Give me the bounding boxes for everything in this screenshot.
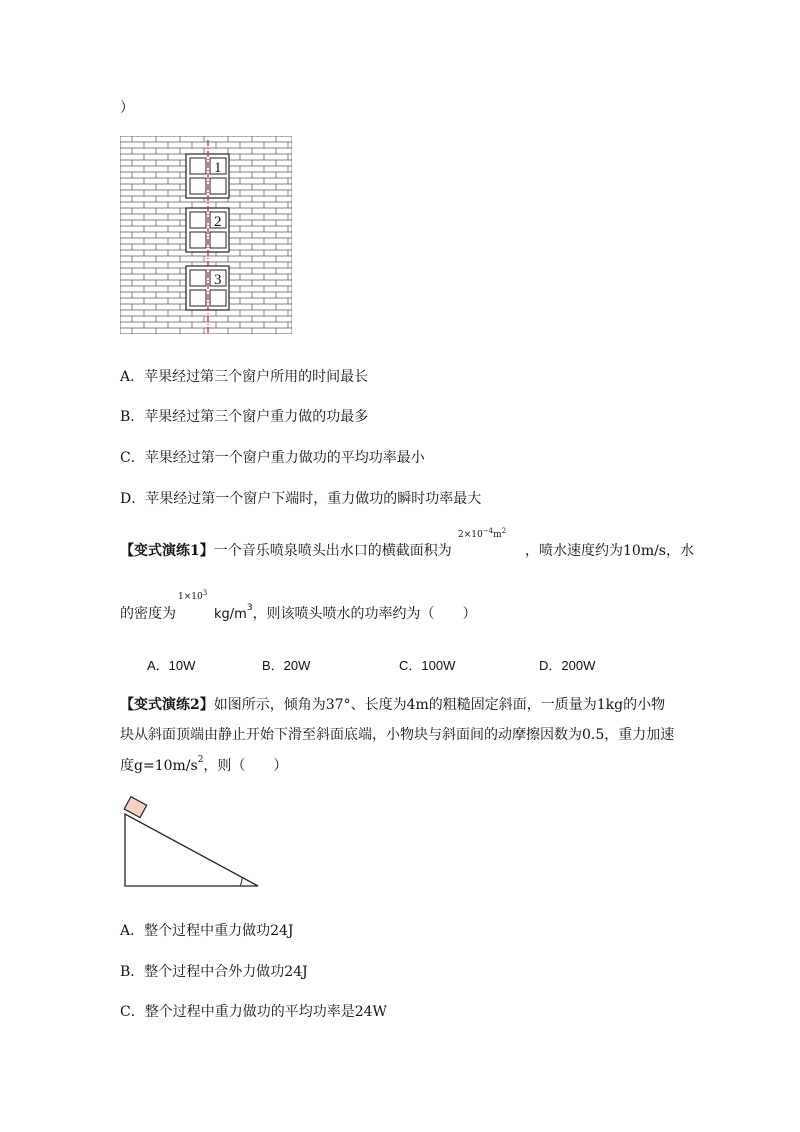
density-formula-exp: 3 [202, 589, 208, 597]
variant2-exp: 2 [197, 755, 204, 765]
incline-triangle [125, 814, 258, 886]
window-label-2: 2 [214, 214, 222, 230]
q1-option-a: A．苹果经过第三个窗户所用的时间最长 [120, 369, 369, 385]
brick-wall-figure [120, 136, 292, 334]
variant2-line2: 块从斜面顶端由静止开始下滑至斜面底端，小物块与斜面间的动摩擦因数为0.5，重力加速 [120, 727, 675, 743]
variant1-text-d: ，则该喷头喷水的功率约为（ ） [252, 606, 477, 622]
window-label-1: 1 [214, 160, 222, 176]
closing-paren: ） [120, 100, 134, 116]
area-formula-exp: −4 [482, 527, 494, 535]
variant2-option-c: C．整个过程中重力做功的平均功率是24W [120, 1004, 387, 1020]
incline-figure [116, 794, 266, 890]
variant2-text-3a: 度g=10m/s [120, 758, 198, 774]
density-unit-exp: 3 [246, 603, 253, 613]
variant2-option-a: A．整个过程中重力做功24J [120, 923, 294, 939]
variant2-line1 [120, 695, 665, 715]
variant1-option-a: A．10W [147, 658, 196, 673]
variant1-line2-rest [214, 604, 477, 626]
area-formula-unit-exp: 2 [501, 527, 507, 535]
area-formula [458, 527, 507, 540]
variant2-text-1: 如图所示，倾角为37°、长度为4m的粗糙固定斜面，一质量为1kg的小物 [213, 697, 666, 713]
window-label-3: 3 [214, 272, 222, 288]
density-unit: kg/m [214, 607, 247, 622]
variant1-line2 [120, 604, 176, 624]
area-formula-base: 2×10 [458, 530, 483, 540]
variant1-option-d: D．200W [539, 658, 596, 673]
q1-option-b: B．苹果经过第三个窗户重力做的功最多 [120, 409, 369, 425]
variant1-line1 [120, 541, 452, 561]
density-formula-base: 1×10 [178, 592, 203, 602]
area-formula-unit: m [493, 530, 502, 540]
variant2-line3 [120, 756, 287, 778]
q1-option-d: D．苹果经过第一个窗户下端时，重力做功的瞬时功率最大 [120, 491, 482, 507]
variant1-text-b: ，喷水速度约为10m/s，水 [525, 543, 694, 559]
variant2-option-b: B．整个过程中合外力做功24J [120, 964, 308, 980]
variant2-tag: 【变式演练2】 [120, 697, 214, 713]
density-formula [178, 589, 208, 602]
variant1-text-c: 的密度为 [120, 606, 176, 622]
variant1-text-a: 一个音乐喷泉喷头出水口的横截面积为 [213, 543, 452, 559]
q1-option-c: C．苹果经过第一个窗户重力做功的平均功率最小 [120, 450, 425, 466]
variant2-text-3b: ，则（ ） [203, 758, 288, 774]
variant1-option-c: C．100W [399, 658, 456, 673]
variant1-option-b: B．20W [262, 658, 311, 673]
sliding-block [124, 797, 146, 818]
variant1-tag: 【变式演练1】 [120, 543, 214, 559]
